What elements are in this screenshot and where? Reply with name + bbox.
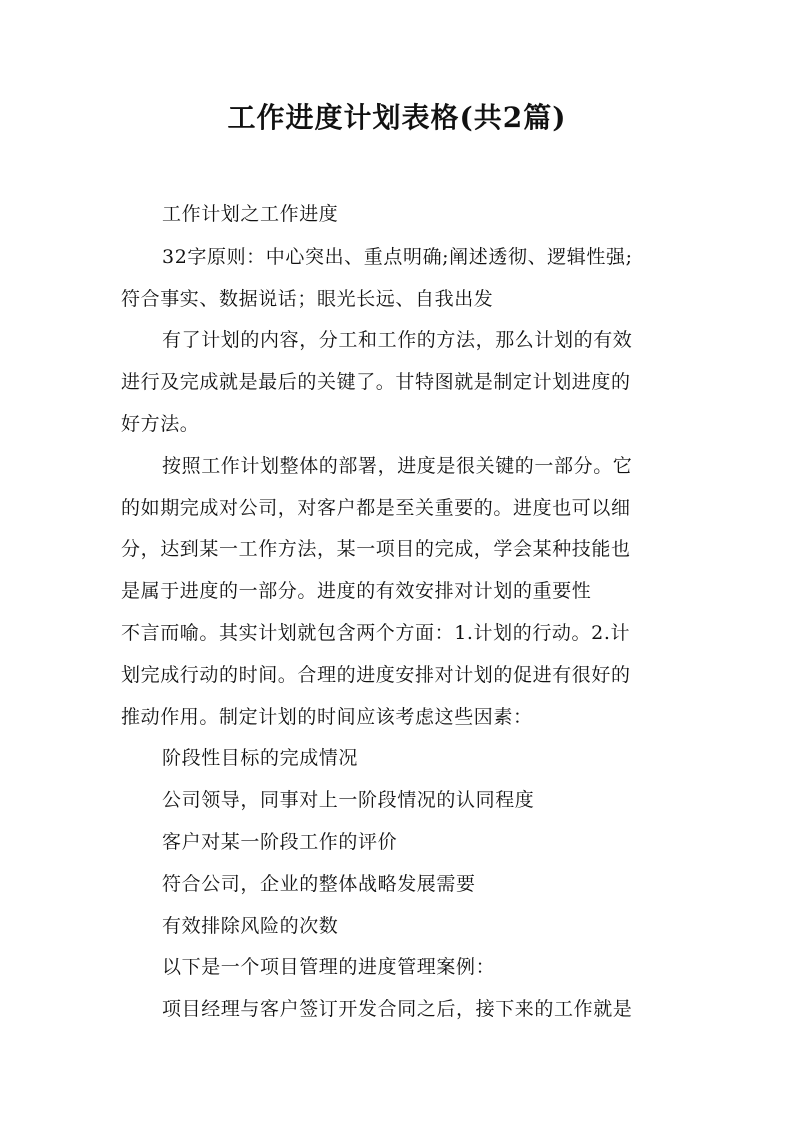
list-item: 客户对某一阶段工作的评价 <box>162 831 398 853</box>
paragraph-line: 不言而喻。其实计划就包含两个方面：1.计划的行动。2.计 <box>121 622 631 644</box>
paragraph-line: 推动作用。制定计划的时间应该考虑这些因素： <box>121 706 533 728</box>
paragraph-line: 的如期完成对公司，对客户都是至关重要的。进度也可以细 <box>121 497 631 519</box>
list-item: 有效排除风险的次数 <box>162 915 339 937</box>
paragraph-line: 进行及完成就是最后的关键了。甘特图就是制定计划进度的 <box>121 371 631 393</box>
paragraph-line: 划完成行动的时间。合理的进度安排对计划的促进有很好的 <box>121 664 631 686</box>
document-title: 工作进度计划表格(共2篇) <box>227 101 567 134</box>
paragraph-line: 符合事实、数据说话；眼光长远、自我出发 <box>121 288 494 310</box>
list-item: 阶段性目标的完成情况 <box>162 747 359 769</box>
paragraph-line: 32字原则：中心突出、重点明确;阐述透彻、逻辑性强; <box>162 246 633 268</box>
paragraph-line: 是属于进度的一部分。进度的有效安排对计划的重要性 <box>121 580 592 602</box>
section-heading: 工作计划之工作进度 <box>162 203 339 225</box>
paragraph-line: 好方法。 <box>121 413 200 435</box>
paragraph-line: 有了计划的内容，分工和工作的方法，那么计划的有效 <box>162 329 633 351</box>
paragraph-line: 按照工作计划整体的部署，进度是很关键的一部分。它 <box>162 455 633 477</box>
paragraph-line: 以下是一个项目管理的进度管理案例： <box>162 956 496 978</box>
list-item: 公司领导，同事对上一阶段情况的认同程度 <box>162 789 535 811</box>
paragraph-line: 项目经理与客户签订开发合同之后，接下来的工作就是 <box>162 998 633 1020</box>
paragraph-line: 分，达到某一工作方法，某一项目的完成，学会某种技能也 <box>121 538 631 560</box>
list-item: 符合公司，企业的整体战略发展需要 <box>162 873 476 895</box>
